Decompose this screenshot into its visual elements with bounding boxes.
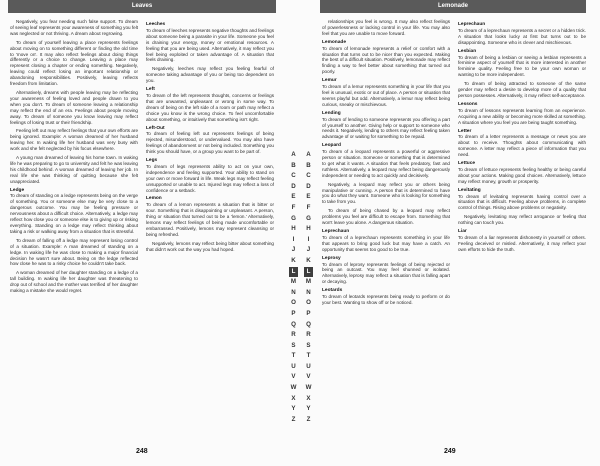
alphabet-tab-h[interactable]: H — [291, 225, 296, 233]
alphabet-tab-x[interactable]: X — [291, 394, 296, 402]
alphabet-tab-q[interactable]: Q — [291, 320, 296, 328]
alphabet-tab-i[interactable]: I — [292, 235, 295, 243]
alphabet-tab-k[interactable]: K — [291, 256, 296, 264]
entry-paragraph: To dream of legs represents ability to act on your own, independence and feeling supported. Your ability to stand on your own or move forward in life. Weak legs may reflect feeling unsupported or unable to act. Injured legs may reflect a loss of confidence or a setback. — [146, 163, 274, 193]
entry-paragraph: To dream of a letter represents a message or news you are about to receive. Thoughts about communicating with someone. A letter may reflect a piece of information that you need. — [458, 134, 586, 158]
entry-paragraph: To dream of standing on a ledge represents being on the verge of something. You or someone else may be very close to a dangerous outcome. You may be feeling pressure or nervousness about a difficult choice. Alternatively, a ledge may reflect how close you or someone else is to giving up or risking everything. Standing on a ledge may reflect thinking about taking a risk or walking away from a situation that is stressful. — [10, 193, 138, 234]
entry-paragraph: To dream of yourself leaving a place represents feelings about moving on to something different or finding the old time to 'move on'. It may also reflect feelings about doing things differently or a choice to change. Leaving a place may represent closing a chapter or ending something. Negatively, leaving could reflect losing an important relationship or abandoning responsibilities. Positively, leaving reflects freedom from limitation. — [10, 39, 138, 87]
entry-paragraph: To dream of falling off a ledge may represent losing control of a situation. Example: A man dreamed of standing on a ledge. In waking life he was close to making a major financial decision he wasn't sure about. Being on the ledge reflected how close he was to a risky choice he couldn't take back. — [10, 237, 138, 267]
alphabet-tab-f[interactable]: F — [291, 203, 296, 211]
alphabet-tab-u[interactable]: U — [306, 362, 311, 370]
alphabet-tab-w[interactable]: W — [290, 384, 297, 392]
right-page-header: Lemonade — [320, 0, 586, 13]
entry-heading: Legs — [146, 158, 158, 164]
entry-heading: Left — [146, 87, 155, 93]
entry-paragraph: To dream of leotards represents being ready to perform or do your best. Wanting to show off or be noticed. — [322, 294, 450, 305]
entry-paragraph: To dream of being attracted to someone of the same gender may reflect a desire to develop more of a quality that person possesses. Alternatively, it may reflect self-acceptance. — [458, 81, 586, 98]
alphabet-tab-x[interactable]: X — [306, 394, 311, 402]
entry-heading: Leprechaun — [322, 229, 350, 234]
entry-heading: Levitating — [458, 187, 481, 193]
alphabet-tab-a[interactable]: A — [306, 151, 311, 158]
entry-heading: Leotards — [322, 288, 343, 294]
entry-heading: Lemur — [322, 78, 337, 84]
alphabet-tab-f[interactable]: F — [306, 203, 311, 211]
alphabet-tab-d[interactable]: D — [291, 182, 296, 190]
entry-heading: Lessons — [458, 101, 478, 107]
alphabet-tab-t[interactable]: T — [291, 352, 296, 360]
entry-paragraph: relationships you feel is wrong. It may also reflect feelings of powerlessness or lacking control in your life. You may also feel that you are unable to move forward. — [322, 19, 450, 36]
alphabet-tab-n[interactable]: N — [306, 288, 311, 296]
entry-heading: Lettuce — [458, 161, 476, 167]
entry-paragraph: To dream of a leprechaun represents something in your life that appears to bring good luck but may have a catch. An opportunity that seems too good to be true. — [322, 234, 450, 252]
alphabet-tab-m[interactable]: M — [305, 278, 312, 286]
entry-paragraph: To dream of a leprechaun represents a secret or a hidden trick. A situation that looks lucky at first but turns out to be disappointing. Someone who is clever and mischievous. — [458, 27, 586, 45]
entry-heading: Lemonade — [322, 39, 346, 45]
entry-paragraph: To dream of being a lesbian or seeing a lesbian represents a feminine aspect of yourself that is more interested in another feminine quality. Feeling free to be your own woman or wanting to be more independent. — [458, 54, 586, 78]
alphabet-tab-z[interactable]: Z — [291, 415, 296, 423]
entry-paragraph: Negatively, levitating may reflect arrogance or feeling that nothing can touch you. — [458, 214, 586, 226]
left-column-2 — [146, 19, 274, 443]
alphabet-tab-n[interactable]: N — [291, 288, 296, 296]
alphabet-tab-z[interactable]: Z — [306, 415, 311, 423]
alphabet-tab-u[interactable]: U — [291, 362, 296, 370]
alphabet-tab-o[interactable]: O — [291, 299, 296, 307]
entry-paragraph: To dream of lessons represents learning from an experience. Acquiring a new ability or becoming more skilled at something. A situation where you feel you are being taught something. — [458, 107, 586, 125]
alphabet-tab-i[interactable]: I — [307, 235, 310, 243]
entry-paragraph: To dream of a lemur represents something in your life that you feel is unusual, exotic or out of place. A person or situation that seems playful but odd. Alternatively, a lemur may reflect being curious, sneaky or mischievous. — [322, 84, 450, 107]
alphabet-tab-r[interactable]: R — [306, 331, 311, 339]
alphabet-tab-d[interactable]: D — [306, 182, 311, 190]
entry-paragraph: To dream of feeling left out represents feelings of being rejected, misunderstood, or undervalued. You may also have feelings of abandonment or not being included. Something you think you should have, or a group you want to be part of. — [146, 131, 274, 155]
entry-paragraph: Alternatively, dreams with people leaving may be reflecting your awareness of feeling loved and people drawn to you when you don't. To dream of someone leaving a relationship may reflect the end of an era. Feelings about people moving away. To dream of someone you know leaving may reflect feelings of losing trust or their friendship. — [10, 89, 138, 125]
alphabet-tab-g[interactable]: G — [306, 214, 311, 222]
entry-heading: Leeches — [146, 22, 166, 27]
alphabet-tab-p[interactable]: P — [291, 309, 296, 317]
alphabet-tab-h[interactable]: H — [306, 225, 311, 233]
alphabet-tab-o[interactable]: O — [306, 299, 311, 307]
entry-heading: Ledge — [10, 187, 25, 193]
alphabet-tab-t[interactable]: T — [306, 352, 311, 360]
entry-paragraph: Negatively, leeches may reflect you feeling fearful of someone taking advantage of you or being too dependent on you. — [146, 66, 274, 84]
entry-paragraph: To dream of the left represents thoughts, concerns or feelings that are unwanted, unpleasant or wrong in some way. To dream of being on the left side of a room or path may reflect a choice you know is the wrong choice. To feel uncomfortable about something, or intuitively that something isn't right. — [146, 92, 274, 122]
alphabet-tab-y[interactable]: Y — [291, 405, 296, 413]
alphabet-tab-g[interactable]: G — [291, 214, 296, 222]
alphabet-tab-c[interactable]: C — [291, 172, 296, 180]
left-page-header: Leaves — [8, 0, 276, 13]
alphabet-tab-b[interactable]: B — [306, 161, 311, 169]
alphabet-tab-w[interactable]: W — [305, 384, 312, 392]
entry-heading: Leopard — [322, 143, 341, 149]
entry-paragraph: To dream of leeches represents negative thoughts and feelings about someone being a parasite in your life. Someone you feel is draining your energy, money or emotional resources. A feeling that you are being used. Alternatively, it may reflect you feel being exploited or taken advantage of. A situation that feels draining. — [146, 27, 274, 63]
alphabet-tab-y[interactable]: Y — [306, 405, 311, 413]
right-page-number: 249 — [444, 448, 456, 455]
entry-heading: Lesbian — [458, 48, 477, 54]
entry-heading: Liar — [458, 229, 467, 235]
alphabet-tab-q[interactable]: Q — [306, 320, 311, 328]
entry-paragraph: Negatively, lemons may reflect being bitter about something that didn't work out the way you had hoped. — [146, 240, 274, 252]
alphabet-tab-s[interactable]: S — [291, 341, 296, 349]
alphabet-tab-r[interactable]: R — [291, 331, 296, 339]
entry-heading: Leprechaun — [458, 22, 486, 27]
entry-paragraph: To dream of leprosy represents feelings of being rejected or being an outcast. You may feel shunned or isolated. Alternatively, leprosy may reflect a situation that is falling apart or decaying. — [322, 261, 450, 285]
alphabet-tab-b[interactable]: B — [291, 161, 296, 169]
entry-paragraph: A young man dreamed of leaving his home town. In waking life he was preparing to go to university and felt he was leaving his childhood behind. A woman dreamed of leaving her job. In real life she was thinking of quitting because she felt unappreciated. — [10, 155, 138, 184]
entry-paragraph: To dream of lemonade represents a relief or comfort with a situation that turns out to be nicer than you expected. Making the best of a difficult situation. Positively, lemonade may reflect finding a way to feel better about something that turned out poorly. — [322, 45, 450, 75]
entry-paragraph: Feeling left out may reflect feelings that your own efforts are being ignored. Example: A woman dreamed of her husband leaving her. In waking life her husband was very busy with work and she felt neglected by his focus elsewhere. — [10, 128, 138, 152]
alphabet-tab-j[interactable]: J — [306, 246, 311, 254]
entry-paragraph: To dream of lettuce represents feeling healthy or being careful about your actions. Making good choices. Alternatively, lettuce may reflect money, growth or prosperity. — [458, 166, 586, 184]
alphabet-tab-e[interactable]: E — [291, 193, 296, 201]
entry-paragraph: To dream of a lemon represents a situation that is bitter or sour. Something that is disappointing or unpleasant. A person, thing or situation that turned out to be a 'lemon.' Alternatively, lemons may reflect feelings of being made uncomfortable or embarrassed. Positively, lemons may represent cleansing or being refreshed. — [146, 202, 274, 237]
alphabet-tab-m[interactable]: M — [290, 278, 297, 286]
right-page — [300, 0, 600, 466]
alphabet-tab-l[interactable]: L — [304, 267, 313, 278]
left-page-number: 248 — [136, 448, 148, 455]
entry-paragraph: To dream of a liar represents dishonesty in yourself or others. Feeling deceived or misled. Alternatively, it may reflect your own efforts to hide the truth. — [458, 235, 586, 252]
entry-heading: Leprosy — [322, 255, 341, 261]
alphabet-tab-k[interactable]: K — [306, 256, 311, 264]
right-column-1 — [322, 19, 450, 443]
alphabet-index-right — [304, 150, 313, 425]
alphabet-tab-p[interactable]: P — [306, 309, 311, 317]
alphabet-tab-j[interactable]: J — [291, 246, 296, 254]
right-column-2 — [458, 19, 586, 443]
alphabet-tab-c[interactable]: C — [306, 172, 311, 180]
entry-paragraph: To dream of being chased by a leopard may reflect problems you feel are difficult to escape from. Something that won't leave you alone. A dangerous situation. — [322, 208, 450, 226]
entry-paragraph: Negatively, you fear needing such false support. To dream of seeing leaf represents your awareness of something you felt was neglected or not thriving. A dream about regrowing. — [10, 19, 138, 36]
alphabet-tab-v[interactable]: V — [291, 373, 296, 381]
entry-paragraph: To dream of lending to someone represents you offering a part of yourself to another. Giving help or support to someone who needs it. Negatively, lending to others may reflect feeling taken advantage of or waiting for something to be repaid. — [322, 116, 450, 140]
alphabet-tab-a[interactable]: A — [291, 151, 296, 158]
entry-paragraph: A woman dreamed of her daughter standing on a ledge of a tall building. In waking life her daughter was threatening to drop out of school and the mother was terrified of her daughter making a mistake she would regret. — [10, 270, 138, 294]
entry-heading: Lending — [322, 110, 341, 116]
entry-paragraph: Negatively, a leopard may reflect you or others being manipulative or cunning. A person that is determined to have you do what they want. Someone who is looking for something to take from you. — [322, 181, 450, 205]
alphabet-tab-l[interactable]: L — [289, 267, 298, 278]
entry-paragraph: To dream of levitating represents having control over a situation that is difficult. Feeling above problems, in complete control of things. Rising above problems or negativity. — [458, 193, 586, 211]
alphabet-tab-s[interactable]: S — [306, 341, 311, 349]
alphabet-index-left — [289, 150, 298, 425]
entry-heading: Lemon — [146, 196, 162, 202]
entry-heading: Letter — [458, 128, 472, 134]
entry-heading: Left-Out — [146, 125, 165, 131]
entry-paragraph: To dream of a leopard represents a powerful or aggressive person or situation. Someone or something that is determined to get what it wants. A situation that feels predatory, fast and ruthless. Alternatively, a leopard may reflect being dangerously independent or needing to act quickly and decisively. — [322, 149, 450, 178]
left-column-1 — [10, 19, 138, 443]
alphabet-tab-e[interactable]: E — [306, 193, 311, 201]
alphabet-tab-v[interactable]: V — [306, 373, 311, 381]
